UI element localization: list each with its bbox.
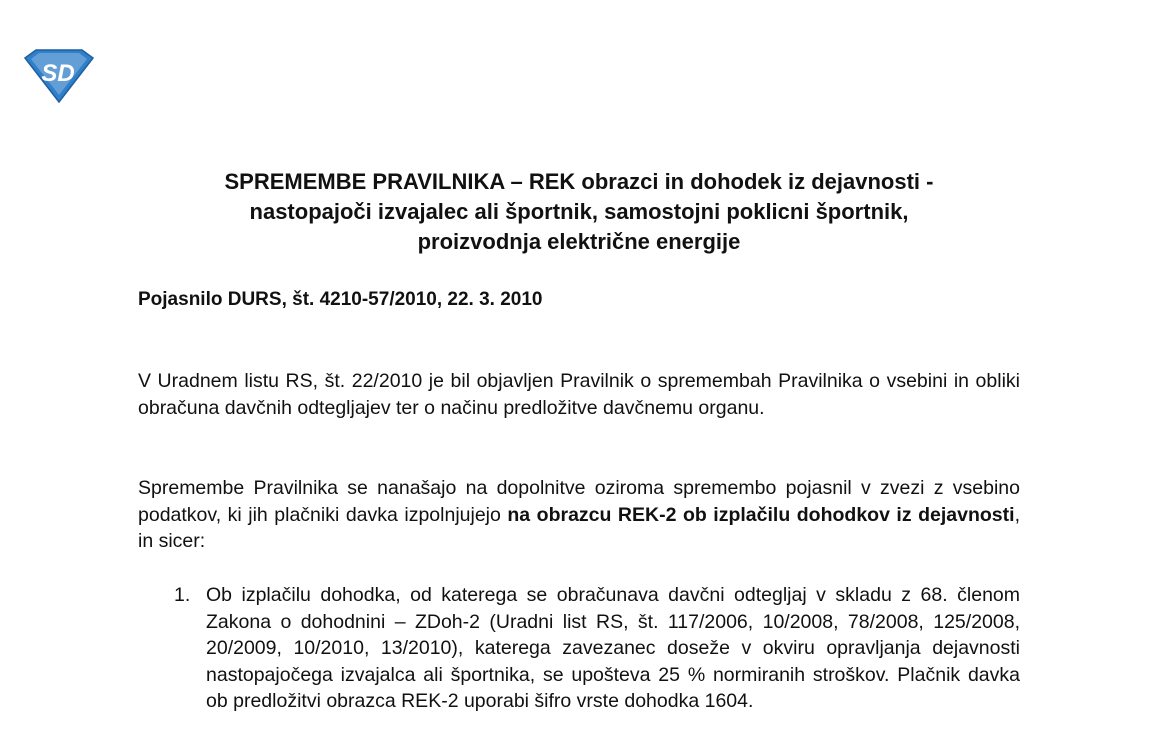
paragraph-2-text-end: , in sicer: (138, 503, 1020, 552)
numbered-list (138, 582, 1020, 715)
svg-text:SD: SD (41, 60, 75, 87)
title-line-3: proizvodnja električne energije (417, 229, 741, 254)
title-line-1: SPREMEMBE PRAVILNIKA – REK obrazci in dohodek iz dejavnosti - (224, 169, 934, 194)
title-line-2: nastopajoči izvajalec ali športnik, samostojni poklicni športnik, (249, 199, 909, 224)
list-item (138, 582, 1020, 715)
document-subtitle: Pojasnilo DURS, št. 4210-57/2010, 22. 3. 2010 (138, 289, 543, 310)
company-logo (22, 48, 96, 104)
paragraph-2-bold-text: na obrazcu REK-2 ob izplačilu dohodkov iz dejavnosti (507, 503, 1015, 526)
document-title (138, 167, 1020, 257)
list-item-number: 1. (174, 584, 191, 606)
list-item-text: Ob izplačilu dohodka, od katerega se obračunava davčni odtegljaj v skladu z 68. členom Zakona o dohodnini – ZDoh-2 (Uradni list RS, št. 117/2006, 10/2008, 78/2008, 125/2008, 20/2009, 10/2010, 13/2010), katerega zavezanec doseže v okviru opravljanja dejavnosti nastopajočega izvajalca ali športnika, se upošteva 25 % normiranih stroškov. Plačnik davka ob predložitvi obrazca REK-2 uporabi šifro vrste dohodka 1604. (206, 584, 1020, 712)
paragraph-2-text-start: Spremembe Pravilnika se nanašajo na dopolnitve oziroma spremembo pojasnil v zvezi z vsebino podatkov, ki jih plačniki davka izpolnjujejo (138, 477, 1020, 526)
paragraph-1: V Uradnem listu RS, št. 22/2010 je bil objavljen Pravilnik o spremembah Pravilnika o vsebini in obliki obračuna davčnih odtegljajev ter o načinu predložitve davčnemu organu. (138, 370, 1020, 419)
sd-diamond-logo-icon (22, 48, 96, 104)
paragraph-2 (138, 475, 1020, 555)
